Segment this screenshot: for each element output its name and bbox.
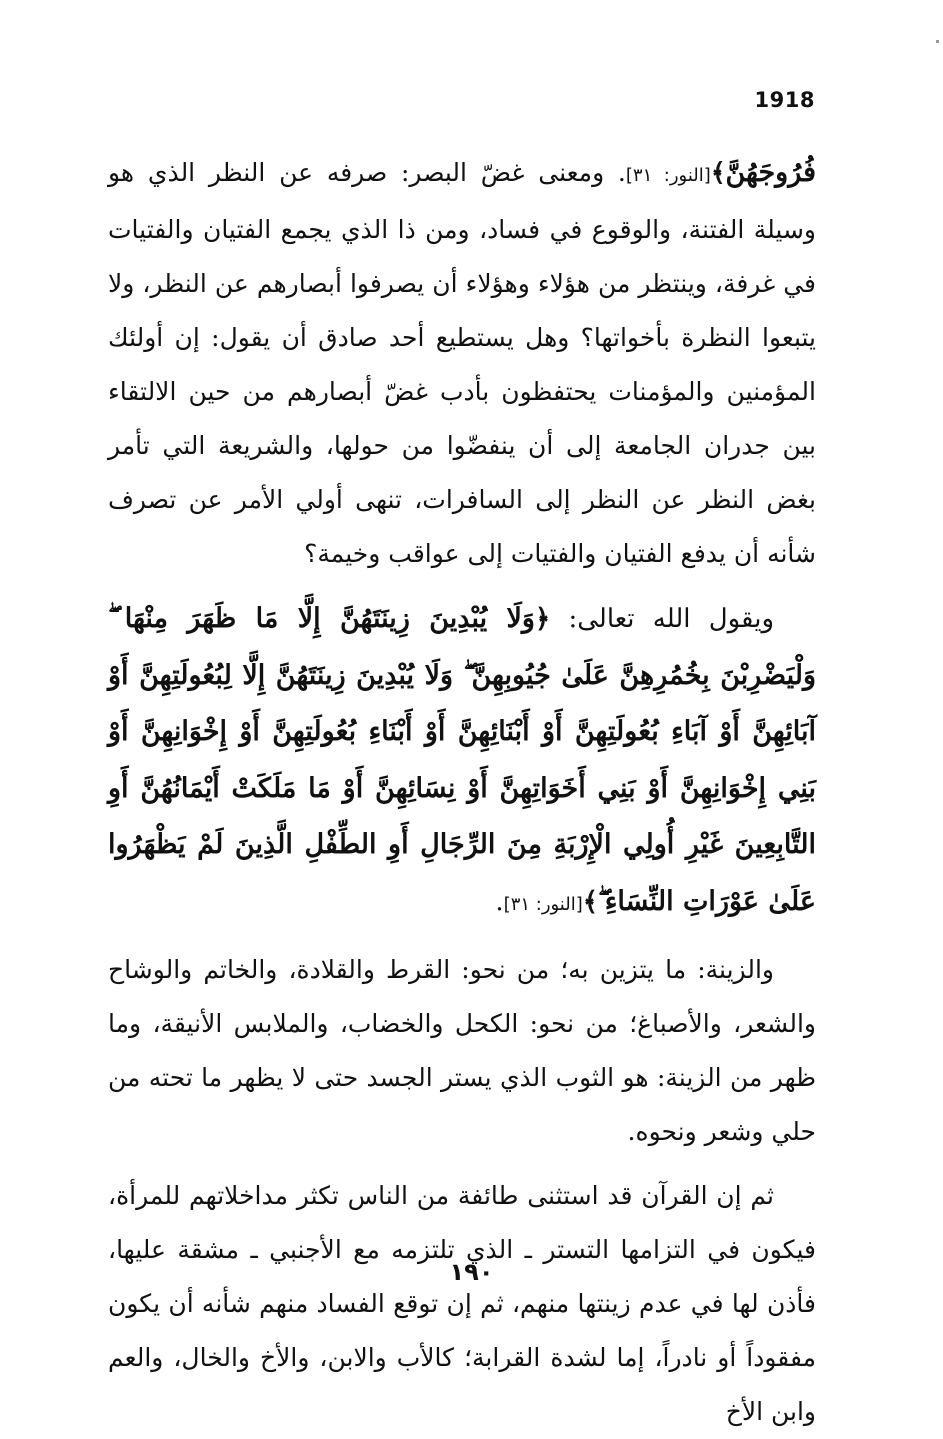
paragraph-adornment: والزينة: ما يتزين به؛ من نحو: القرط والقلادة، والخاتم والوشاح والشعر، والأصباغ؛ من نحو: الكحل والخضاب، والملابس الأنيقة، وما ظهر من الزينة: هو الثوب الذي يستر الجسد حتى لا يظهر ما تحته من حلي وشعر ونحوه. (108, 955, 816, 1146)
page-number: ١٩٠ (449, 1258, 494, 1286)
verse-tail: . (495, 886, 504, 917)
paragraph-gaze-lowering (108, 146, 816, 581)
book-page-reference: 1918 (754, 88, 815, 112)
quran-fragment: فُرُوجَهُنَّ (725, 157, 817, 188)
quran-reference: [النور: ٣١] (503, 893, 583, 915)
quran-reference: [النور: ٣١] (625, 165, 711, 186)
verse-intro: ويقول الله تعالى: (550, 604, 774, 634)
scan-edge-mark (936, 40, 939, 43)
quran-open-brace: ﴿ (534, 604, 551, 634)
paragraph-text: . ومعنى غضّ البصر: صرفه عن النظر الذي هو وسيلة الفتنة، والوقوع في فساد، ومن ذا الذي يجمع الفتيان والفتيات في غرفة، وينتظر من هؤلاء وهؤلاء أن يصرفوا أبصارهم عن النظر، ولا يتبعوا النظرة بأخواتها؟ وهل يستطيع أحد صادق أن يقول: إن أولئك المؤمنين والمؤمنات يحتفظون بأدب غضّ أبصارهم من حين الالتقاء بين جدران الجامعة إلى أن ينفضّوا من حولها، والشريعة التي تأمر بغض النظر عن النظر إلى السافرات، تنهى أولي الأمر عن تصرف شأنه أن يدفع الفتيان والفتيات إلى عواقب وخيمة؟ (108, 158, 817, 568)
paragraph-exceptions: ثم إن القرآن قد استثنى طائفة من الناس تكثر مداخلاتهم للمرأة، فيكون في التزامها التستر ـ الذي تلتزمه مع الأجنبي ـ مشقة عليها، فأذن لها في عدم زينتها منهم، ثم إن توقع الفساد منهم شأنه أن يكون مفقوداً أو نادراً، إما لشدة القرابة؛ كالأب والابن، والأخ والخال، والعم وابن الأخ (108, 1181, 817, 1426)
quran-close-brace: ﴾ (582, 886, 598, 917)
quran-close-brace: ﴾ (710, 158, 726, 187)
quran-verse: وَلَا يُبْدِينَ زِينَتَهُنَّ إِلَّا مَا ظَهَرَ مِنْهَا ۖ وَلْيَضْرِبْنَ بِخُمُرِهِنَّ عَلَىٰ جُيُوبِهِنَّ ۖ وَلَا يُبْدِينَ زِينَتَهُنَّ إِلَّا لِبُعُولَتِهِنَّ أَوْ آبَائِهِنَّ أَوْ آبَاءِ بُعُولَتِهِنَّ أَوْ أَبْنَائِهِنَّ أَوْ أَبْنَاءِ بُعُولَتِهِنَّ أَوْ إِخْوَانِهِنَّ أَوْ بَنِي إِخْوَانِهِنَّ أَوْ بَنِي أَخَوَاتِهِنَّ أَوْ نِسَائِهِنَّ أَوْ مَا مَلَكَتْ أَيْمَانُهُنَّ أَوِ التَّابِعِينَ غَيْرِ أُولِي الْإِرْبَةِ مِنَ الرِّجَالِ أَوِ الطِّفْلِ الَّذِينَ لَمْ يَظْهَرُوا عَلَىٰ عَوْرَاتِ النِّسَاءِ ۖ (108, 603, 816, 917)
paragraph-quran-verse (108, 591, 816, 933)
page-body (108, 146, 816, 1439)
